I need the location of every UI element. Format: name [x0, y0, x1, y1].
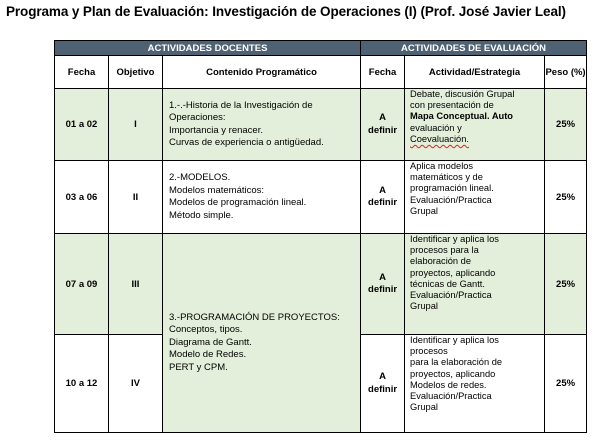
peso-cell: 25% — [545, 234, 587, 335]
contenido-line: Conceptos, tipos. — [169, 324, 243, 336]
group-header-evaluacion: ACTIVIDADES DE EVALUACIÓN — [361, 41, 587, 56]
actividad-cell — [405, 89, 545, 161]
actividad-line: Grupal — [410, 402, 438, 413]
column-header-contenido: Contenido Programático — [163, 56, 361, 89]
table-row — [55, 234, 587, 335]
objetivo-cell: II — [109, 161, 163, 234]
actividad-cell — [405, 161, 545, 234]
actividad-line: Grupal — [410, 205, 438, 216]
column-header-objetivo: Objetivo — [109, 56, 163, 89]
actividad-line: Mapa Conceptual. Auto — [410, 111, 513, 122]
actividad-cell — [405, 335, 545, 433]
peso-cell: 25% — [545, 161, 587, 234]
contenido-line: Método simple. — [169, 209, 234, 221]
fecha-evaluacion-cell — [361, 161, 405, 234]
fecha-cell: 01 a 02 — [55, 89, 109, 161]
group-header-docentes: ACTIVIDADES DOCENTES — [55, 41, 361, 56]
column-header-actividad: Actividad/Estrategia — [405, 56, 545, 89]
objetivo-cell: IV — [109, 335, 163, 433]
contenido-line: Operaciones: — [169, 112, 226, 123]
column-header-peso: Peso (%) — [545, 56, 587, 89]
column-header-fecha: Fecha — [55, 56, 109, 89]
fecha-evaluacion-cell — [361, 234, 405, 335]
fecha-evaluacion-line: definir — [368, 197, 398, 208]
actividad-line: Identificar y aplica los — [410, 335, 499, 345]
fecha-evaluacion-line: definir — [368, 124, 398, 136]
document-title: Programa y Plan de Evaluación: Investigación de Operaciones (I) (Prof. José Javier Leal) — [6, 4, 566, 19]
objetivo-cell: I — [109, 89, 163, 161]
contenido-merged-cell — [163, 234, 361, 433]
contenido-line: Curvas de experiencia o antigüedad. — [169, 137, 324, 148]
fecha-evaluacion-line: A — [379, 271, 386, 283]
actividad-line: proyectos, aplicando — [410, 267, 496, 278]
objetivo-cell: III — [109, 234, 163, 335]
actividad-line: Aplica modelos — [410, 161, 474, 171]
actividad-line: evaluación y — [410, 122, 462, 133]
peso-cell: 25% — [545, 335, 587, 433]
actividad-line: Identificar y aplica los — [410, 234, 499, 244]
contenido-line: Modelo de Redes. — [169, 349, 247, 361]
contenido-line: Modelos matemáticos: — [169, 184, 265, 196]
actividad-line: para la elaboración de — [410, 357, 503, 368]
actividad-line: Evaluación/Practica — [410, 290, 492, 301]
fecha-evaluacion-line: definir — [368, 284, 398, 295]
contenido-line: Importancia y renacer. — [169, 124, 263, 136]
contenido-line: 1.-.-Historia de la Investigación de — [169, 99, 313, 111]
actividad-line: técnicas de Gantt. — [410, 278, 485, 289]
contenido-line: 2.-MODELOS. — [169, 172, 231, 183]
contenido-cell — [163, 161, 361, 234]
actividad-line: matemáticos y de — [410, 172, 483, 183]
actividad-line: Debate, discusión Grupal — [410, 89, 515, 99]
actividad-line: elaboración de — [410, 256, 472, 267]
actividad-line: Coevaluación. — [410, 133, 469, 144]
actividad-line: proyectos, aplicando — [410, 368, 496, 379]
fecha-evaluacion-cell — [361, 335, 405, 433]
actividad-line: procesos para la — [410, 245, 479, 256]
actividad-line: Evaluación/Practica — [410, 391, 492, 402]
table-row — [55, 161, 587, 234]
actividad-line: procesos — [410, 346, 448, 357]
table-row — [55, 89, 587, 161]
fecha-cell: 03 a 06 — [55, 161, 109, 234]
actividad-line: Grupal — [410, 301, 438, 312]
fecha-evaluacion-line: definir — [368, 383, 398, 395]
fecha-cell: 10 a 12 — [55, 335, 109, 433]
fecha-evaluacion-line: A — [379, 112, 386, 123]
fecha-evaluacion-line: A — [379, 184, 386, 196]
contenido-line: Diagrama de Gantt. — [169, 336, 252, 348]
actividad-line: programación lineal. — [410, 183, 494, 194]
contenido-line: 3.-PROGRAMACIÓN DE PROYECTOS: — [169, 311, 340, 323]
actividad-cell — [405, 234, 545, 335]
fecha-evaluacion-cell — [361, 89, 405, 161]
fecha-evaluacion-line: A — [379, 371, 386, 382]
actividad-line: Modelos de redes. — [410, 379, 487, 390]
column-header-fecha-evaluacion: Fecha — [361, 56, 405, 89]
peso-cell: 25% — [545, 89, 587, 161]
evaluation-plan-table — [54, 40, 587, 433]
actividad-line: con presentación de — [410, 100, 494, 111]
contenido-line: Modelos de programación lineal. — [169, 197, 307, 208]
contenido-line: PERT y CPM. — [169, 361, 228, 373]
contenido-cell — [163, 89, 361, 161]
fecha-cell: 07 a 09 — [55, 234, 109, 335]
actividad-line: Evaluación/Practica — [410, 194, 492, 205]
